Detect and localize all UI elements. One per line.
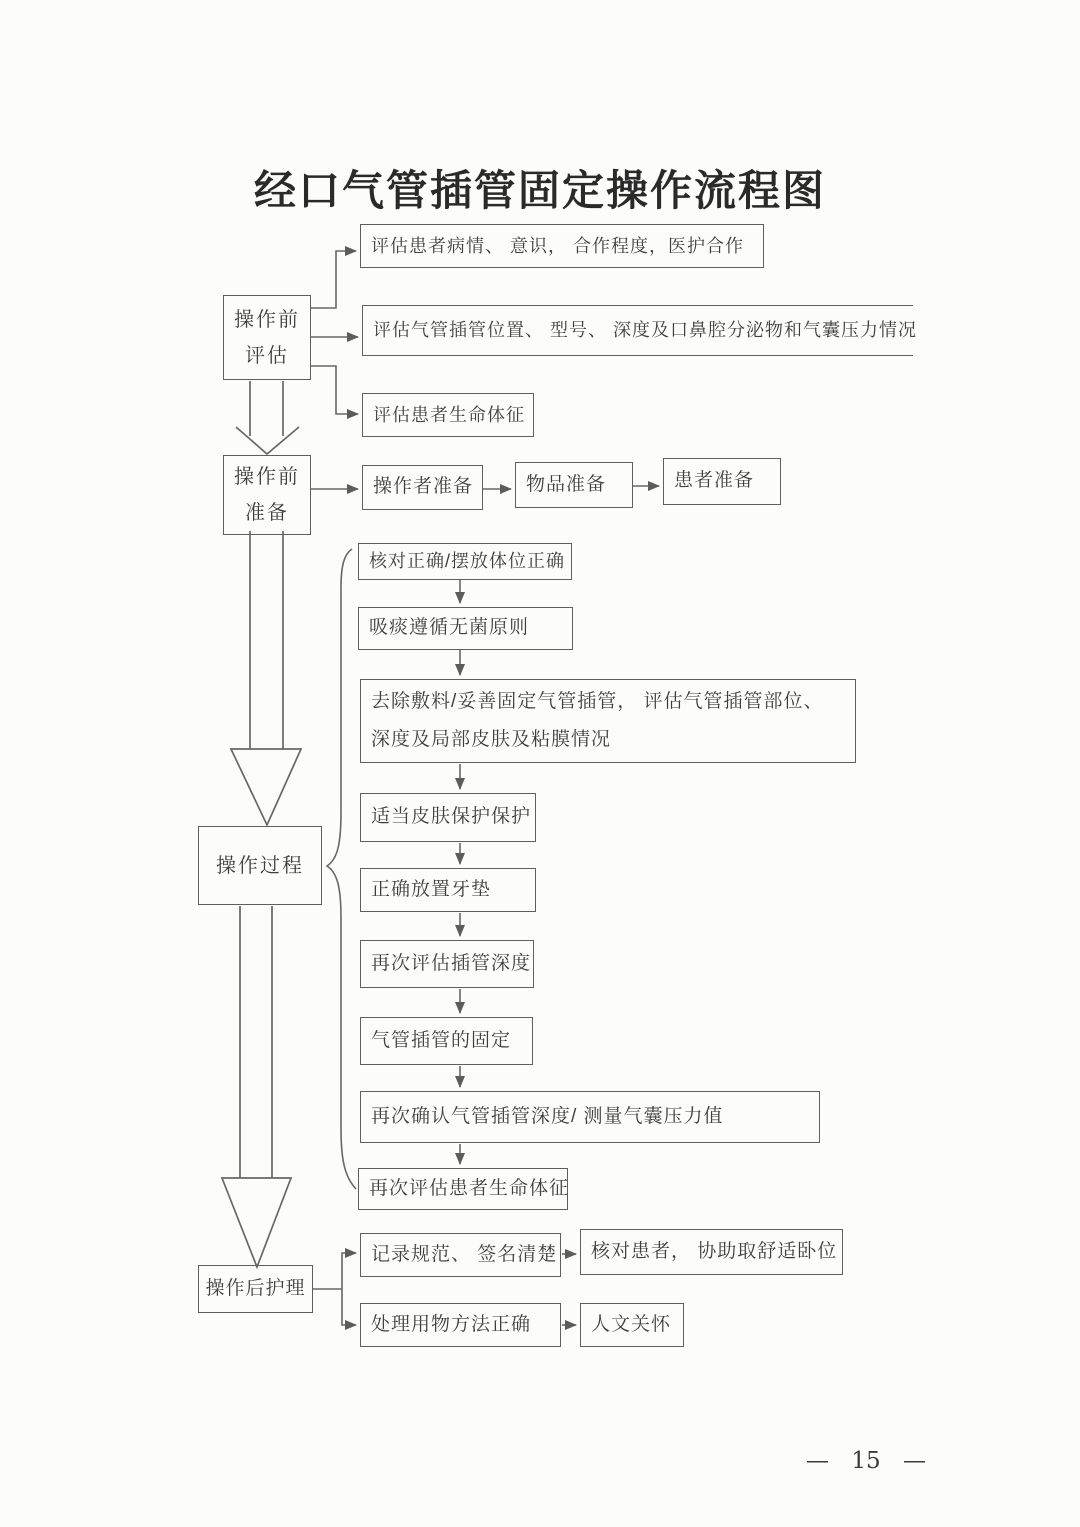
node-stage-pre-preparation bbox=[223, 455, 311, 535]
node-assess-patient-condition: 评估患者病情、 意识， 合作程度，医护合作 bbox=[360, 224, 764, 268]
node-stage-process: 操作过程 bbox=[198, 826, 322, 905]
stage-label-line: 操作前 bbox=[234, 308, 300, 331]
node-operator-preparation: 操作者准备 bbox=[362, 465, 483, 510]
hollow-arrow-assess-to-prep-icon bbox=[236, 381, 299, 454]
stage-label-line: 准备 bbox=[245, 502, 289, 524]
node-patient-preparation: 患者准备 bbox=[663, 458, 781, 505]
hollow-arrow-process-to-postcare-icon bbox=[222, 906, 291, 1267]
stage-label-line: 操作前 bbox=[234, 466, 300, 488]
arrow-preassess-to-vitals bbox=[311, 366, 358, 414]
node-stage-pre-assessment bbox=[223, 295, 311, 380]
node-assess-tube-position: 评估气管插管位置、 型号、 深度及口鼻腔分泌物和气囊压力情况 bbox=[362, 305, 913, 356]
arrow-postcare-to-dispose bbox=[342, 1289, 356, 1325]
node-supplies-preparation: 物品准备 bbox=[515, 462, 633, 508]
process-brace bbox=[327, 549, 356, 1189]
node-confirm-depth-cuff: 再次确认气管插管深度/ 测量气囊压力值 bbox=[360, 1091, 820, 1143]
arrow-preassess-to-condition bbox=[311, 251, 356, 308]
node-tube-fixation: 气管插管的固定 bbox=[360, 1017, 533, 1065]
node-verify-comfort: 核对患者， 协助取舒适卧位 bbox=[580, 1229, 843, 1275]
node-assess-vital-signs: 评估患者生命体征 bbox=[362, 393, 534, 437]
node-stage-post-care: 操作后护理 bbox=[198, 1265, 313, 1313]
node-verify-position: 核对正确/摆放体位正确 bbox=[358, 543, 572, 580]
node-suction-aseptic: 吸痰遵循无菌原则 bbox=[358, 607, 573, 650]
node-dispose-supplies: 处理用物方法正确 bbox=[360, 1303, 561, 1347]
node-record-signature: 记录规范、 签名清楚 bbox=[360, 1233, 561, 1277]
arrow-postcare-to-record bbox=[342, 1253, 356, 1289]
node-reassess-depth: 再次评估插管深度 bbox=[360, 940, 534, 988]
node-bite-block: 正确放置牙垫 bbox=[360, 868, 536, 912]
page-number bbox=[806, 1448, 926, 1474]
page-number-value: 15 bbox=[851, 1448, 881, 1474]
node-skin-protection: 适当皮肤保护保护 bbox=[360, 793, 536, 842]
page-number-dash: — bbox=[806, 1448, 829, 1474]
page-title: 经口气管插管固定操作流程图 bbox=[253, 167, 826, 214]
hollow-arrow-prep-to-process-icon bbox=[231, 531, 301, 825]
stage-label-line: 评估 bbox=[245, 344, 289, 367]
node-remove-dressing: 去除敷料/妥善固定气管插管， 评估气管插管部位、 深度及局部皮肤及粘膜情况 bbox=[360, 679, 856, 763]
node-reassess-vitals: 再次评估患者生命体征 bbox=[358, 1168, 568, 1210]
node-humanistic-care: 人文关怀 bbox=[580, 1303, 684, 1347]
page-number-dash: — bbox=[903, 1448, 926, 1474]
